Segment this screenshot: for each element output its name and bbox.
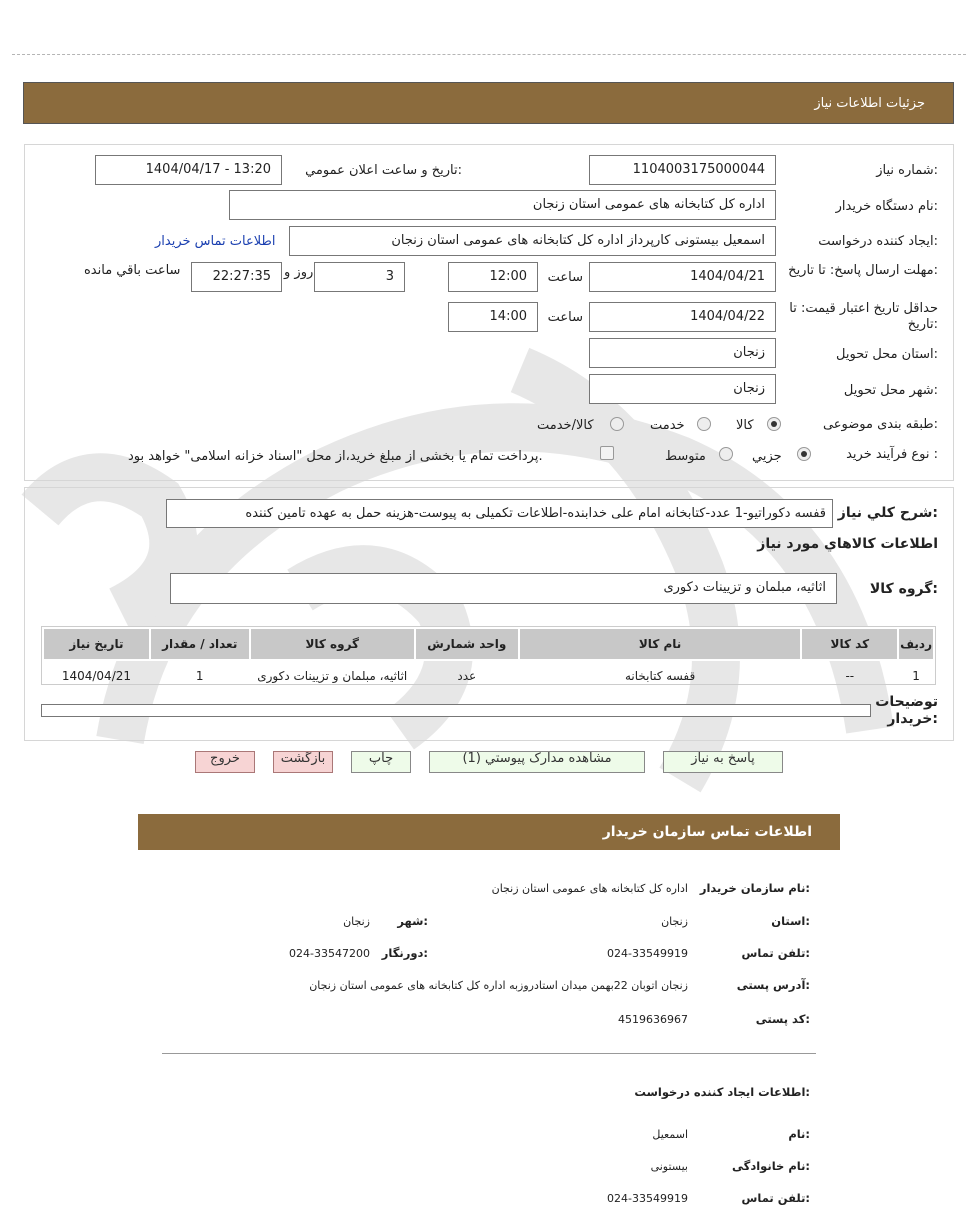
validity-time-field: 14:00	[448, 302, 538, 332]
category-option-goods: کالا	[736, 418, 754, 433]
cell-quantity: 1	[195, 669, 204, 683]
treasury-payment-note: پرداخت تمام يا بخشی از مبلغ خريد،از محل "اسناد خزانه اسلامی" خواهد بود.	[128, 449, 543, 464]
requester-label: ايجاد کننده درخواست:	[818, 234, 938, 249]
need-number-field: 1104003175000044	[589, 155, 776, 185]
view-attachments-button[interactable]: مشاهده مدارک پيوستي (1)	[429, 751, 645, 773]
col-header-code: کد کالا	[801, 628, 898, 660]
back-button[interactable]: بازگشت	[273, 751, 333, 773]
contact-divider	[162, 1053, 816, 1054]
creator-section-title: اطلاعات ایجاد کننده درخواست:	[634, 1085, 810, 1099]
col-header-unit: واحد شمارش	[415, 628, 519, 660]
cell-group: اثاثيه، مبلمان و تزيينات دکوری	[257, 669, 408, 683]
category-option-goods-service: کالا/خدمت	[537, 418, 594, 433]
remaining-days-field: 3	[314, 262, 405, 292]
buyer-org-field: اداره کل کتابخانه های عمومی استان زنجان	[229, 190, 776, 220]
purchase-radio-medium[interactable]	[719, 447, 733, 461]
validity-time-label: ساعت	[547, 310, 583, 325]
page-header: جزئيات اطلاعات نياز	[23, 82, 954, 124]
contact-org-value: اداره کل کتابخانه های عمومی استان زنجان	[491, 882, 688, 895]
deadline-date-field: 1404/04/21	[589, 262, 776, 292]
category-label: طبقه بندی موضوعی:	[822, 417, 938, 432]
purchase-radio-minor[interactable]	[797, 447, 811, 461]
contact-postal-value: 4519636967	[618, 1013, 688, 1026]
need-number-label: شماره نياز:	[876, 163, 938, 178]
contact-phone-label: تلفن تماس:	[741, 946, 810, 960]
col-header-name: نام کالا	[519, 628, 802, 660]
description-field: قفسه دکوراتیو-1 عدد-کتابخانه امام علی خدابنده-اطلاعات تکمیلی به پیوست-هزینه حمل به عهده تامین کننده	[166, 499, 833, 528]
validity-date-field: 1404/04/22	[589, 302, 776, 332]
print-button[interactable]: چاپ	[351, 751, 411, 773]
description-label: شرح كلي نياز:	[837, 505, 938, 521]
contact-address-label: آدرس پستی:	[736, 978, 810, 992]
announce-label: تاريخ و ساعت اعلان عمومي:	[305, 163, 462, 178]
col-header-row-no: رديف	[898, 628, 934, 660]
announce-field: 1404/04/17 - 13:20	[95, 155, 282, 185]
category-radio-goods-service[interactable]	[610, 417, 624, 431]
category-option-service: خدمت	[650, 418, 685, 433]
city-label: شهر محل تحويل:	[843, 383, 938, 398]
deadline-time-field: 12:00	[448, 262, 538, 292]
creator-first-name-value: اسمعیل	[652, 1128, 688, 1141]
cell-date: 1404/04/21	[61, 669, 132, 683]
buyer-notes-label: توضيحات خريدار:	[875, 694, 938, 727]
cell-code: --	[845, 669, 855, 683]
exit-button[interactable]: خروج	[195, 751, 255, 773]
reply-button[interactable]: پاسخ به نياز	[663, 751, 783, 773]
province-field: زنجان	[589, 338, 776, 368]
province-label: استان محل تحويل:	[836, 347, 938, 362]
category-radio-goods[interactable]	[767, 417, 781, 431]
contact-fax-value: 024-33547200	[289, 947, 370, 960]
purchase-type-label: نوع فرآیند خرید :	[846, 447, 938, 462]
contact-postal-label: کد پستی:	[755, 1012, 810, 1026]
contact-province-label: استان:	[771, 914, 810, 928]
buyer-notes-field	[41, 704, 871, 717]
remaining-label: ساعت باقي مانده	[84, 263, 181, 278]
contact-phone-value: 024-33549919	[607, 947, 688, 960]
contact-city-value: زنجان	[343, 915, 370, 928]
contact-province-value: زنجان	[661, 915, 688, 928]
remaining-time-field: 22:27:35	[191, 262, 282, 292]
top-divider	[12, 54, 966, 55]
contact-city-label: شهر:	[397, 914, 428, 928]
requester-field: اسمعیل بیستونی کارپرداز اداره کل کتابخانه های عمومی استان زنجان	[289, 226, 776, 256]
purchase-option-minor: جزيي	[752, 449, 782, 464]
goods-group-label: گروه کالا:	[869, 581, 938, 597]
goods-group-field: اثاثيه، مبلمان و تزيينات دکوری	[170, 573, 837, 604]
cell-row-no: 1	[912, 669, 920, 683]
col-header-quantity: تعداد / مقدار	[150, 628, 250, 660]
buyer-org-label: نام دستگاه خريدار:	[835, 199, 938, 214]
contact-fax-label: دورنگار:	[381, 946, 428, 960]
treasury-payment-checkbox[interactable]	[600, 446, 614, 460]
deadline-time-label: ساعت	[547, 270, 583, 285]
creator-last-name-label: نام خانوادگی:	[732, 1159, 810, 1173]
deadline-label: مهلت ارسال پاسخ: تا تاريخ:	[788, 263, 938, 278]
creator-phone-label: تلفن تماس:	[741, 1191, 810, 1205]
table-row	[43, 660, 934, 691]
contact-section-header: اطلاعات تماس سازمان خريدار	[138, 814, 840, 850]
category-radio-service[interactable]	[697, 417, 711, 431]
cell-unit: عدد	[457, 669, 477, 683]
validity-label: حداقل تاريخ اعتبار قيمت: تا تاريخ:	[789, 301, 938, 332]
cell-name: قفسه کتابخانه	[624, 669, 696, 683]
contact-org-label: نام سازمان خريدار:	[699, 881, 810, 895]
col-header-group: گروه کالا	[250, 628, 415, 660]
items-table-header	[43, 628, 934, 660]
creator-first-name-label: نام:	[788, 1127, 810, 1141]
goods-info-title: اطلاعات کالاهاي مورد نياز	[757, 536, 938, 552]
contact-address-value: زنجان اتوبان 22بهمن میدان استادروزبه اداره کل کتابخانه های عمومی استان زنجان	[309, 979, 688, 992]
col-header-date: تاريخ نياز	[43, 628, 150, 660]
items-table-wrap	[41, 626, 936, 685]
creator-phone-value: 024-33549919	[607, 1192, 688, 1205]
buyer-contact-link[interactable]: اطلاعات تماس خريدار	[155, 234, 276, 249]
days-label: روز و	[284, 265, 314, 280]
items-table	[42, 627, 935, 691]
city-field: زنجان	[589, 374, 776, 404]
purchase-option-medium: متوسط	[665, 449, 706, 464]
creator-last-name-value: بیستونی	[650, 1160, 688, 1173]
